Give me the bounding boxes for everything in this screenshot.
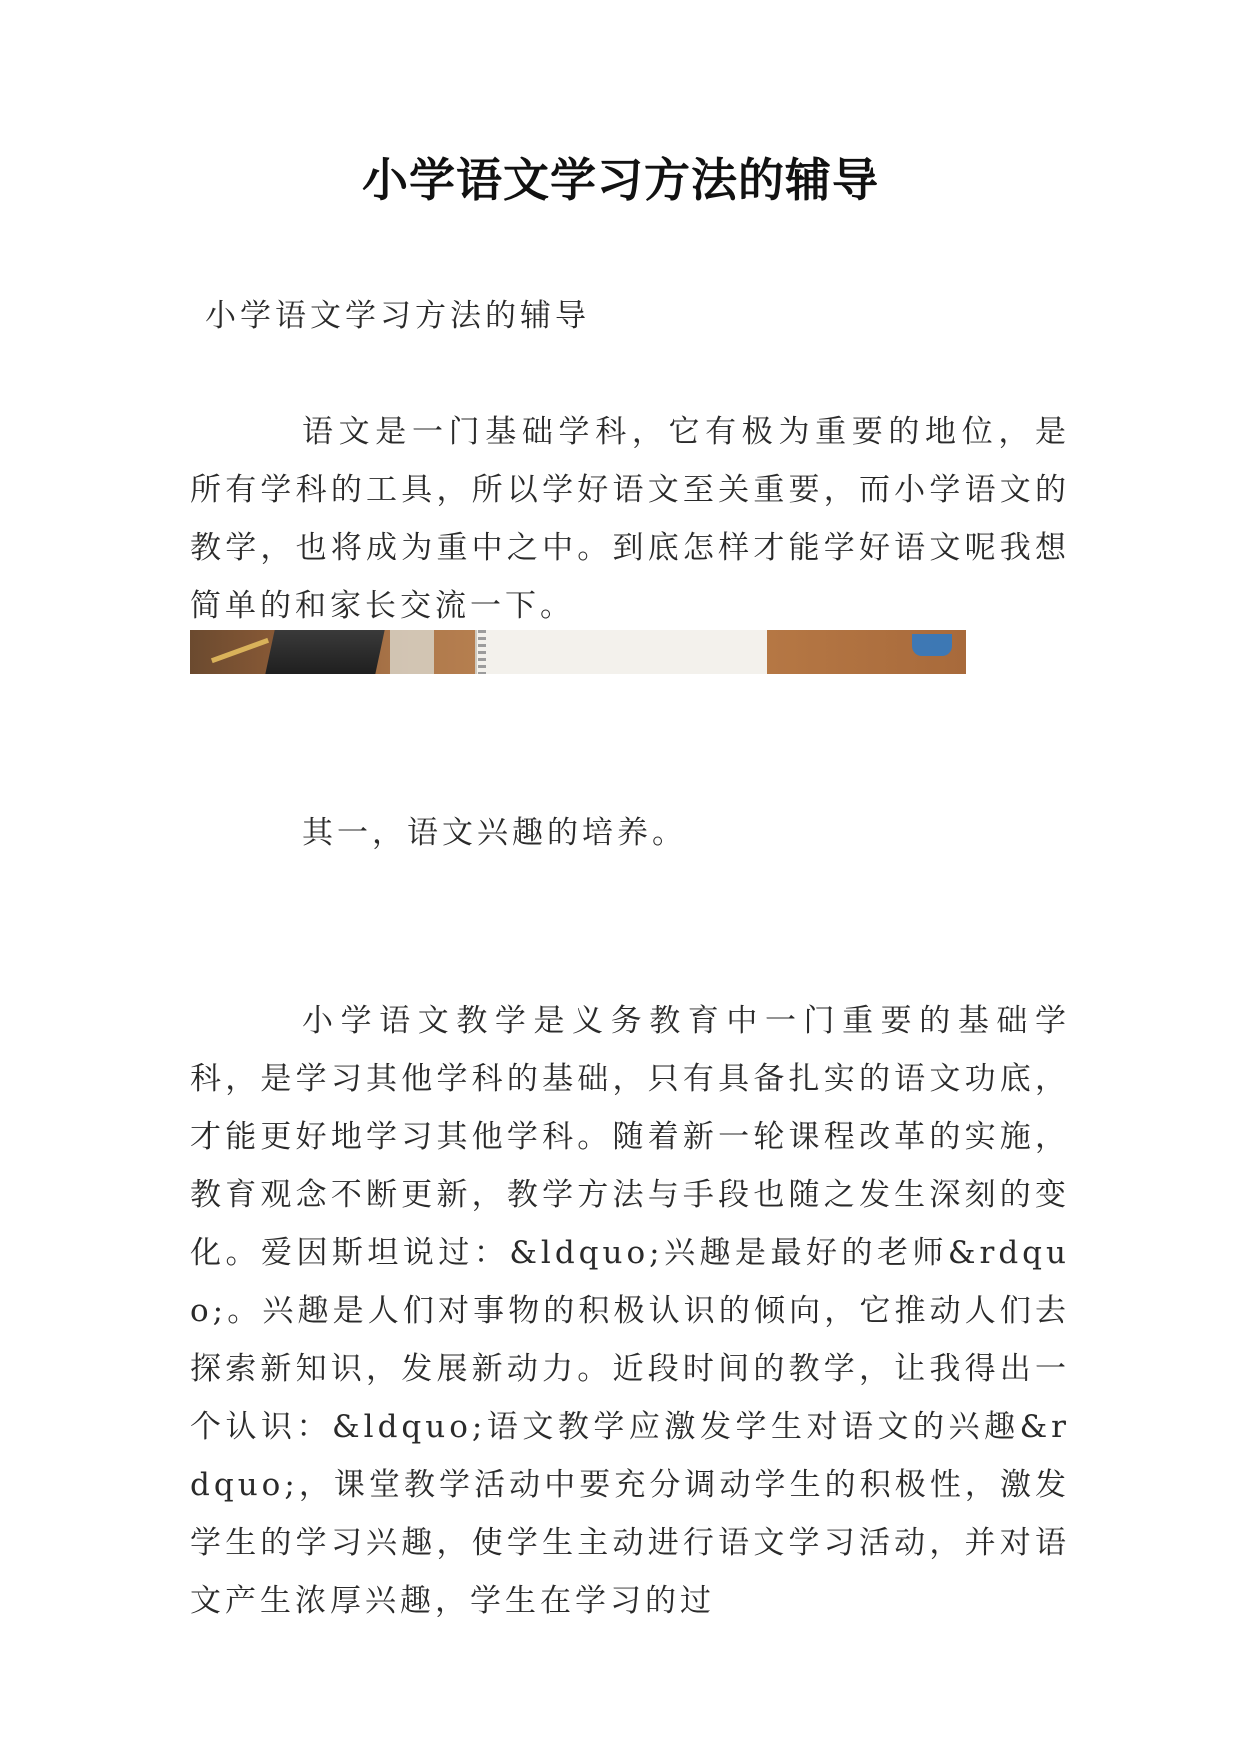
document-subtitle: 小学语文学习方法的辅导 bbox=[205, 298, 590, 334]
pencil-shape bbox=[211, 638, 269, 663]
paragraph-body: 小学语文教学是义务教育中一门重要的基础学科，是学习其他学科的基础，只有具备扎实的语文功底，才能更好地学习其他学科。随着新一轮课程改革的实施，教育观念不断更新，教学方法与手段也随之发生深刻的变化。爱因斯坦说过：&ldquo;兴趣是最好的老师&rdquo;。兴趣是人们对事物的积极认识的倾向，它推动人们去探索新知识，发展新动力。近段时间的教学，让我得出一个认识：&ldquo;语文教学应激发学生对语文的兴趣&rdquo;，课堂教学活动中要充分调动学生的积极性，激发学生的学习兴趣，使学生主动进行语文学习活动，并对语文产生浓厚兴趣，学生在学习的过 bbox=[190, 1003, 1070, 1619]
page-title: 小学语文学习方法的辅导 bbox=[362, 153, 879, 207]
book-logo-icon bbox=[912, 630, 952, 660]
logo-mark bbox=[912, 634, 952, 656]
notebook-spiral-shape bbox=[478, 630, 486, 674]
glass-shape bbox=[390, 630, 434, 674]
notebook-shape bbox=[475, 630, 767, 674]
article-photo bbox=[190, 630, 966, 674]
paragraph-intro: 语文是一门基础学科，它有极为重要的地位，是所有学科的工具，所以学好语文至关重要，而小学语文的教学，也将成为重中之中。到底怎样才能学好语文呢我想简单的和家长交流一下。 bbox=[190, 414, 1070, 624]
section-heading: 其一，语文兴趣的培养。 bbox=[302, 815, 687, 851]
laptop-shape bbox=[265, 630, 384, 674]
